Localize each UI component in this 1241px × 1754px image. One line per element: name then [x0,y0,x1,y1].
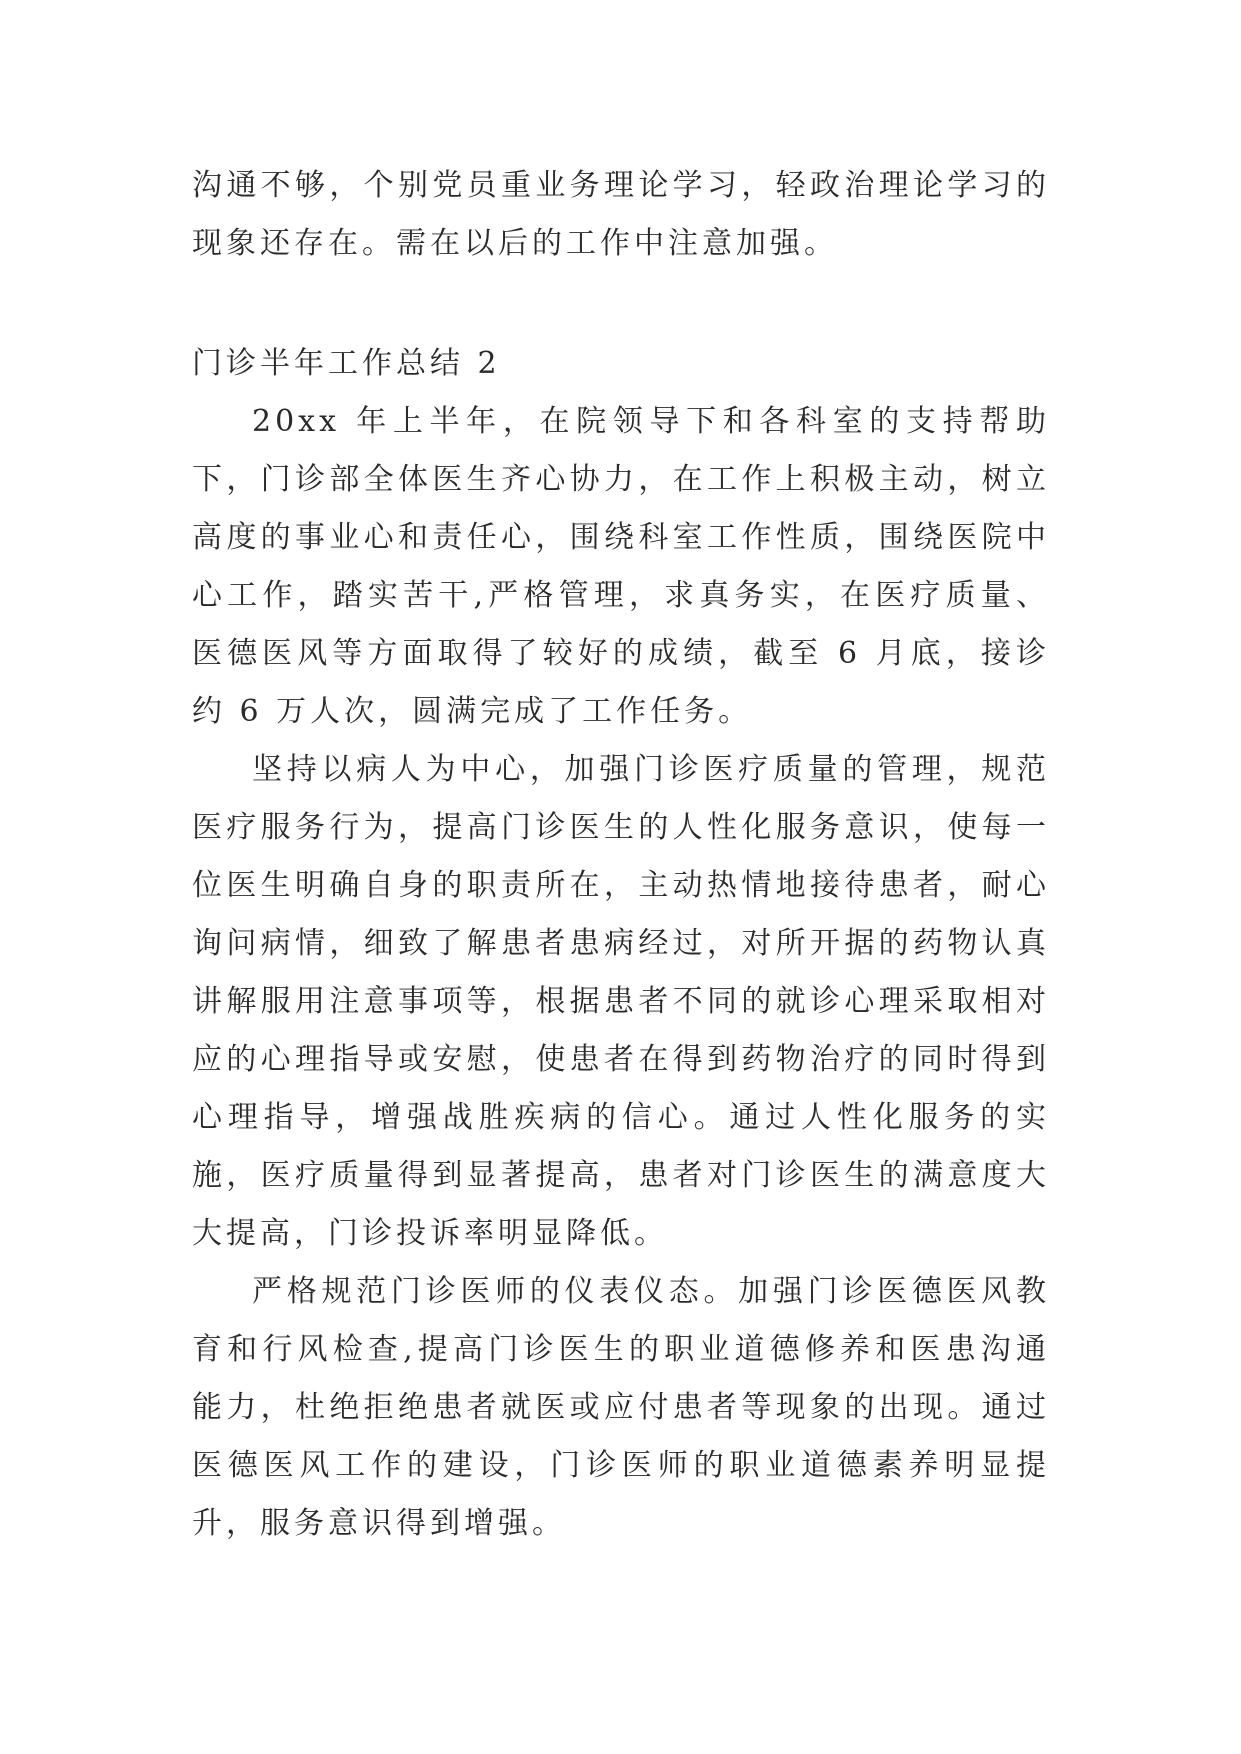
body-section [192,393,1050,1553]
section-title: 门诊半年工作总结 2 [192,346,501,381]
continuation-paragraph: 沟通不够，个别党员重业务理论学习，轻政治理论学习的现象还存在。需在以后的工作中注意加强。 [192,168,1050,261]
body-paragraph-2: 坚持以病人为中心，加强门诊医疗质量的管理，规范医疗服务行为，提高门诊医生的人性化服务意识，使每一位医生明确自身的职责所在，主动热情地接待患者，耐心询问病情，细致了解患者患病经过，对所开据的药物认真讲解服用注意事项等，根据患者不同的就诊心理采取相对应的心理指导或安慰，使患者在得到药物治疗的同时得到心理指导，增强战胜疾病的信心。通过人性化服务的实施，医疗质量得到显著提高，患者对门诊医生的满意度大大提高，门诊投诉率明显降低。 [192,752,1050,1251]
continuation-section [192,157,1050,273]
body-paragraph-3: 严格规范门诊医师的仪表仪态。加强门诊医德医风教育和行风检查,提高门诊医生的职业道德修养和医患沟通能力，杜绝拒绝患者就医或应付患者等现象的出现。通过医德医风工作的建设，门诊医师的职业道德素养明显提升，服务意识得到增强。 [192,1274,1050,1541]
body-paragraph-1: 20xx 年上半年，在院领导下和各科室的支持帮助下，门诊部全体医生齐心协力，在工作上积极主动，树立高度的事业心和责任心，围绕科室工作性质，围绕医院中心工作，踏实苦干,严格管理，求真务实，在医疗质量、医德医风等方面取得了较好的成绩，截至 6 月底，接诊约 6 万人次，圆满完成了工作任务。 [192,404,1050,729]
